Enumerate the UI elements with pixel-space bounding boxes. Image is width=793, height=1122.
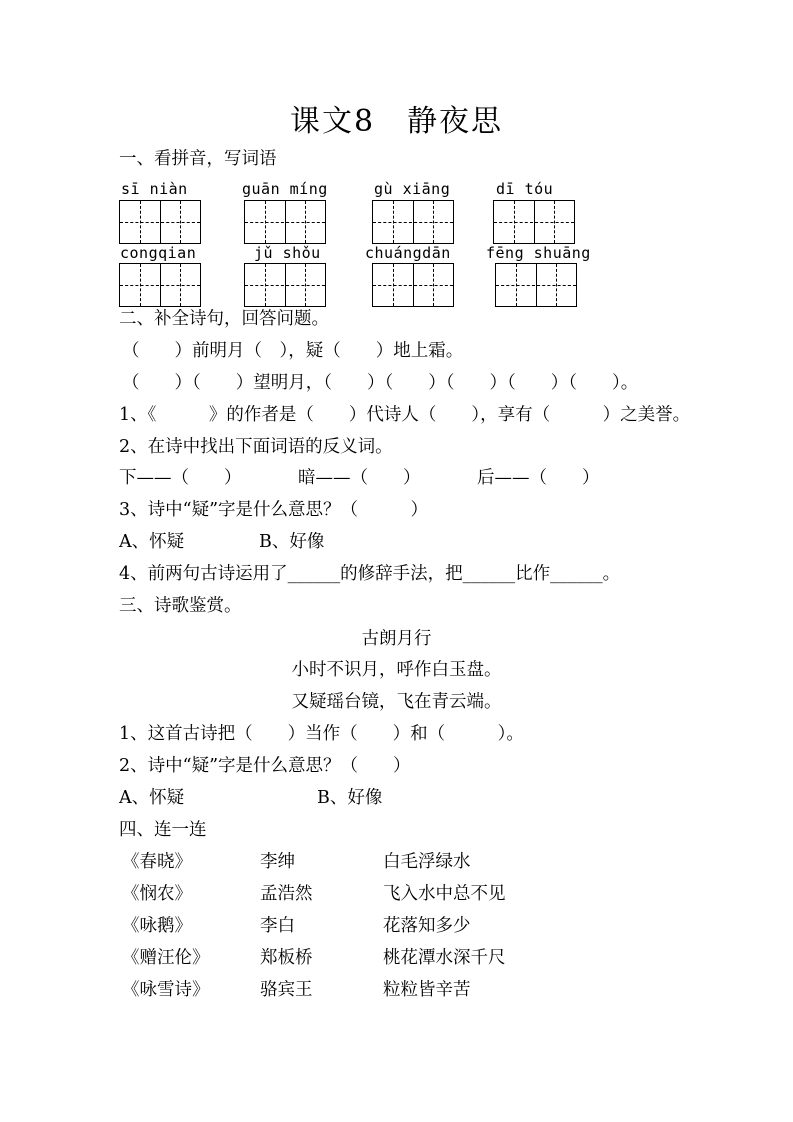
antonym-down: 下——（ ）	[119, 468, 242, 488]
q3-2-option-a: A、怀疑	[119, 788, 185, 808]
match-line[interactable]: 粒粒皆辛苦	[383, 980, 471, 1000]
poem-title: 古朗月行	[361, 629, 432, 649]
writing-grid-5[interactable]	[119, 263, 201, 307]
question-3-2: 2、诗中“疑”字是什么意思？（ ）	[119, 756, 411, 776]
writing-grid-8[interactable]	[495, 263, 577, 307]
question-2-3: 3、诗中“疑”字是什么意思？（ ）	[119, 500, 429, 520]
section2-heading: 二、补全诗句，回答问题。	[119, 309, 329, 329]
match-line[interactable]: 飞入水中总不见	[383, 884, 506, 904]
pinyin-chuangdan: chuángdān	[365, 244, 451, 262]
section3-heading: 三、诗歌鉴赏。	[119, 596, 242, 616]
question-2-1: 1、《 》的作者是（ ）代诗人（ ），享有（ ）之美誉。	[119, 405, 691, 425]
poem-fill-line-1: （ ）前明月（ ），疑（ ）地上霜。	[122, 341, 464, 361]
match-author[interactable]: 骆宾王	[260, 980, 313, 1000]
page-title: 课文8 静夜思	[289, 104, 504, 139]
poem-line-2: 又疑瑶台镜，飞在青云端。	[291, 692, 502, 712]
match-line[interactable]: 桃花潭水深千尺	[383, 948, 506, 968]
writing-grid-3[interactable]	[372, 200, 454, 244]
match-author[interactable]: 郑板桥	[260, 948, 313, 968]
antonym-after: 后——（ ）	[477, 468, 600, 488]
question-2-2: 2、在诗中找出下面词语的反义词。	[119, 437, 393, 457]
match-title[interactable]: 《赠汪伦》	[122, 948, 210, 968]
poem-line-1: 小时不识月，呼作白玉盘。	[291, 660, 502, 680]
match-title[interactable]: 《咏雪诗》	[122, 980, 210, 1000]
pinyin-si-nian: sī niàn	[121, 180, 188, 198]
pinyin-gu-xiang: gù xiāng	[374, 180, 451, 198]
match-author[interactable]: 李白	[260, 916, 295, 936]
writing-grid-6[interactable]	[244, 263, 326, 307]
writing-grid-4[interactable]	[493, 200, 575, 244]
pinyin-congqian: congqian	[120, 244, 197, 262]
section1-heading: 一、看拼音，写词语	[119, 149, 277, 169]
writing-grid-7[interactable]	[372, 263, 454, 307]
match-author[interactable]: 孟浩然	[260, 884, 313, 904]
q3-option-a: A、怀疑	[119, 532, 185, 552]
q3-2-option-b: B、好像	[317, 788, 383, 808]
writing-grid-1[interactable]	[119, 200, 201, 244]
match-author[interactable]: 李绅	[260, 852, 295, 872]
match-line[interactable]: 花落知多少	[383, 916, 471, 936]
q3-option-b: B、好像	[259, 532, 325, 552]
pinyin-di-tou: dī tóu	[496, 180, 554, 198]
section4-heading: 四、连一连	[119, 820, 207, 840]
question-3-1: 1、这首古诗把（ ）当作（ ）和（ ）。	[119, 724, 524, 744]
pinyin-guan-ming: guān míng	[242, 180, 328, 198]
match-line[interactable]: 白毛浮绿水	[383, 852, 471, 872]
pinyin-ju-shou: jǔ shǒu	[254, 244, 321, 262]
match-title[interactable]: 《咏鹅》	[122, 916, 192, 936]
writing-grid-2[interactable]	[244, 200, 326, 244]
antonym-dark: 暗——（ ）	[298, 468, 421, 488]
poem-fill-line-2: （ ）（ ）望明月，（ ）（ ）（ ）（ ）（ ）。	[122, 373, 639, 393]
question-2-4: 4、前两句古诗运用了______的修辞手法，把______比作______。	[119, 564, 621, 584]
match-title[interactable]: 《悯农》	[122, 884, 192, 904]
match-title[interactable]: 《春晓》	[122, 852, 192, 872]
pinyin-feng-shuang: fēng shuāng	[486, 244, 591, 262]
